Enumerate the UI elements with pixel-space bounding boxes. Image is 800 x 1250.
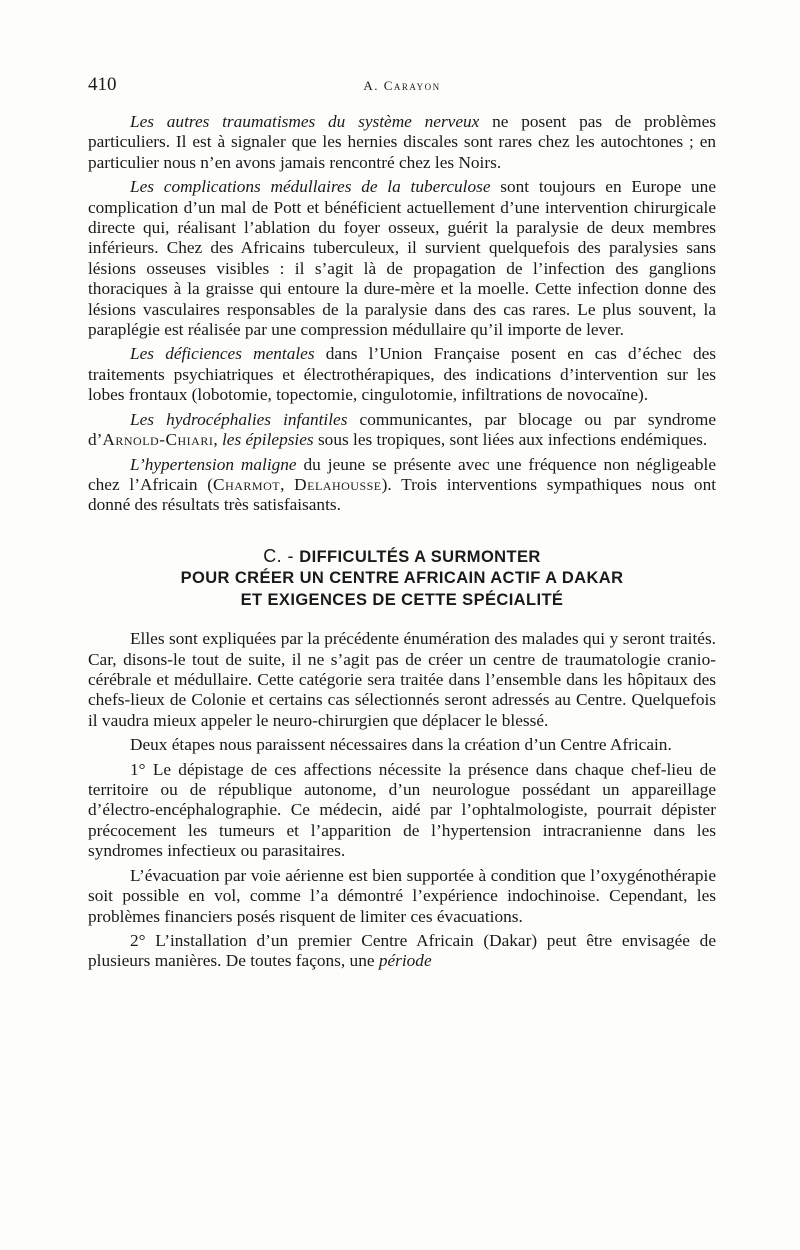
- italic-topic: Les complications médullaires de la tuberculose: [130, 177, 491, 197]
- paragraph-step-one: 1° Le dépistage de ces affections nécessite la présence dans chaque chef-lieu de territoire ou de république autonome, d’un neurologue possédant un appareillage d’électro-encéphalographie. Ce médecin, aidé par l’ophtalmologiste, pourrait dépister précocement les tumeurs et l’apparition de l’hypertension intracranienne dans les syndromes infectieux ou parasitaires.: [88, 759, 716, 861]
- running-head: A. Carayon: [363, 78, 441, 93]
- paragraph-step-two: [88, 931, 716, 972]
- paragraph-text: ,: [280, 474, 295, 494]
- paragraph-text: ne posent pas de problèmes particuliers. Il est à signaler que les hernies discales sont rares chez les autochtones ; en particulier nous n’en avons jamais rencontré chez les Noirs.: [88, 112, 716, 172]
- italic-topic: L’hypertension maligne: [130, 454, 297, 474]
- italic-topic: Les autres traumatismes du système nerveux: [130, 112, 480, 131]
- page-number: 410: [88, 74, 117, 95]
- italic-topic: Les déficiences mentales: [130, 344, 315, 364]
- paragraph-two-steps: Deux étapes nous paraissent nécessaires dans la création d’un Centre Africain.: [130, 735, 672, 755]
- author-name: Arnold-Chiari: [102, 430, 214, 450]
- paragraph-text: ). Trois interventions sympathiques nous ont donné des résultats très satisfaisants.: [88, 474, 717, 515]
- section-title-line-3: ET EXIGENCES DE CETTE SPÉCIALITÉ: [240, 590, 564, 609]
- page-body: [88, 112, 716, 976]
- page-header: [88, 74, 716, 100]
- author-name: Charmot: [213, 474, 281, 494]
- author-name: Delahousse: [294, 474, 382, 494]
- paragraph-explanations: Elles sont expliquées par la précédente énumération des malades qui y seront traités. Car, disons-le tout de suite, il ne s’agit pas de créer un centre de traumatologie cranio-cérébrale et médullaire. Cette catégorie sera traitée dans l’ensemble dans les hôpitaux des chefs-lieux de Colonie et certains cas sélectionnés seront adressés au Centre. Quelquefois il vaudra mieux appeler le neuro-chirurgien que déplacer le blessé.: [88, 629, 716, 730]
- paragraph-nervous-system: [88, 112, 716, 173]
- italic-topic: les épilepsies: [221, 430, 314, 450]
- paragraph-text: du jeune se présente avec une fréquence non négligeable chez l’Africain (: [88, 454, 716, 494]
- paragraph-text: 2° L’installation d’un premier Centre Africain (Dakar) peut être envisagée de plusieurs manières. De toutes façons, une: [88, 930, 716, 971]
- italic-topic: Les hydrocéphalies infantiles: [130, 409, 348, 429]
- paragraph-text: communicantes, par blocage ou par syndrome d’: [88, 409, 716, 450]
- paragraph-text: ,: [213, 430, 222, 450]
- paragraph-air-evacuation: L’évacuation par voie aérienne est bien supportée à condition que l’oxygénothérapie soit possible en vol, comme l’a démontré l’expérience indochinoise. Cependant, les problèmes financiers posés risquent de limiter ces évacuations.: [88, 865, 716, 926]
- paragraph-hypertension: [88, 455, 716, 516]
- section-prefix: C. -: [263, 545, 300, 566]
- paragraph-text: dans l’Union Française posent en cas d’échec des traitements psychiatriques et électrothérapiques, des indications d’intervention sur les lobes frontaux (lobotomie, topectomie, cingulotomie, infiltrations de novocaïne).: [88, 344, 716, 405]
- paragraph-text: sous les tropiques, sont liées aux infections endémiques.: [313, 430, 708, 450]
- section-heading: [88, 546, 716, 612]
- section-title-line-1: DIFFICULTÉS A SURMONTER: [299, 547, 541, 566]
- paragraph-tuberculosis: [88, 177, 716, 340]
- paragraph-hydrocephaly: [88, 410, 716, 451]
- paragraph-mental-deficiencies: [88, 344, 716, 405]
- italic-topic: période: [378, 951, 432, 971]
- paragraph-text: sont toujours en Europe une complication d’un mal de Pott et bénéficient actuellement d’une intervention chirurgicale directe qui, réalisant l’ablation du foyer osseux, guérit la paralysie de deux membres inférieurs. Chez des Africains tuberculeux, il survient quelquefois des paralysies sans lésions osseuses visibles : il s’agit là de propagation de l’infection des ganglions thoraciques à la graisse qui entoure la dure-mère et la moelle. Cette infection donne des lésions vasculaires responsables de la paralysie dans des cas rares. Le plus souvent, la paraplégie est réalisée par une compression médullaire qu’il importe de lever.: [88, 177, 716, 340]
- section-title-line-2: POUR CRÉER UN CENTRE AFRICAIN ACTIF A DAKAR: [180, 569, 624, 588]
